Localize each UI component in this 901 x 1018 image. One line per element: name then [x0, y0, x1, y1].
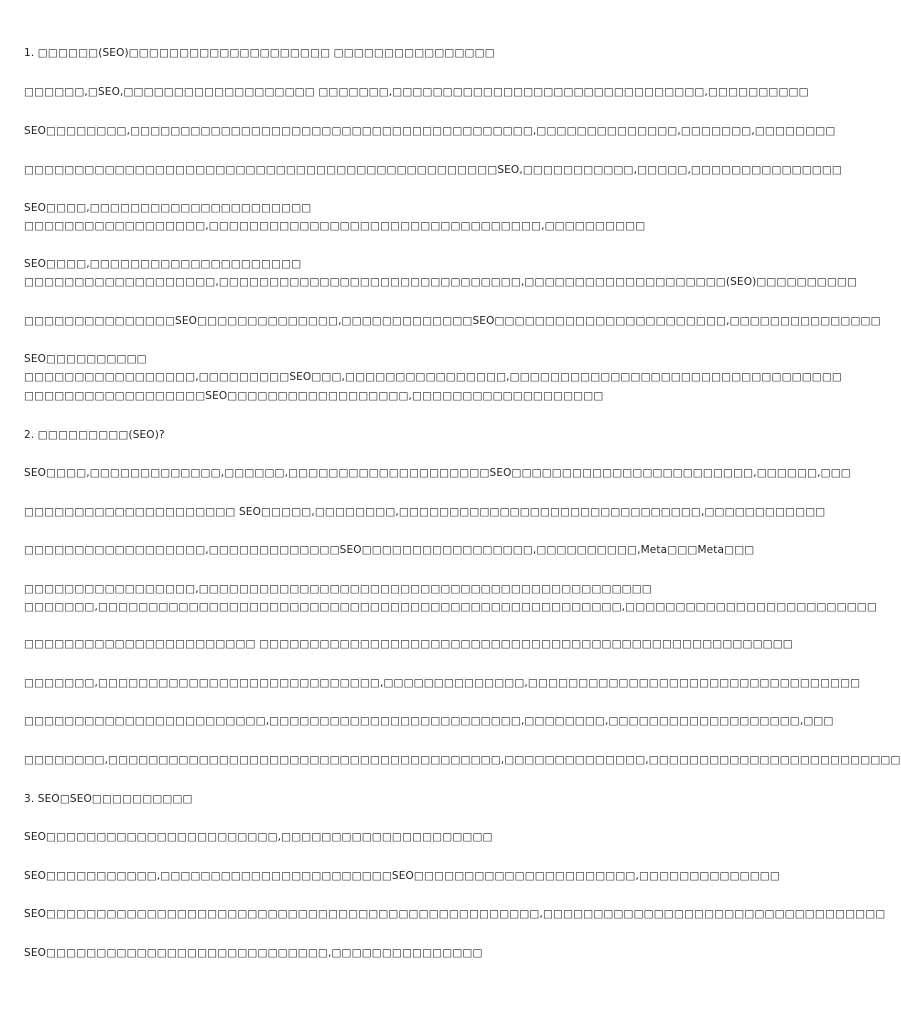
paragraph-line: □□□□□□□□□□□□□□□□□□,□□□□□□□□□□□□□SEO□□□□□□□□□□□□□□□□□,□□□□□□□□□□,Meta□□□Meta□□□ [24, 544, 755, 556]
paragraph-line: SEO□□□□,□□□□□□□□□□□□□,□□□□□□,□□□□□□□□□□□□□□□□□□□□SEO□□□□□□□□□□□□□□□□□□□□□□□□,□□□□□□,□□□ [24, 467, 851, 479]
paragraph-line: SEO□□□□□□□□□□□□□□□□□□□□□□□,□□□□□□□□□□□□□□□□□□□□□ [24, 831, 493, 843]
paragraph-line: □□□□□□□□□□□□□□□□□,□□□□□□□□□□□□□□□□□□□□□□□□□□□□□□□□□□□□□□□□□□□□□ [24, 583, 652, 595]
paragraph-line: SEO□□□□,□□□□□□□□□□□□□□□□□□□□□ [24, 258, 302, 270]
paragraph-line: □□□□□□□□□□□□□□□□□□□□□ SEO□□□□□,□□□□□□□□,□□□□□□□□□□□□□□□□□□□□□□□□□□□□□□,□□□□□□□□□□□□ [24, 506, 826, 518]
paragraph-line: SEO□□□□□□□□□□□,□□□□□□□□□□□□□□□□□□□□□□□SEO□□□□□□□□□□□□□□□□□□□□□□,□□□□□□□□□□□□□□ [24, 870, 780, 882]
paragraph-line: □□□□□□□□□□□□□□□□□,□□□□□□□□□SEO□□□,□□□□□□□□□□□□□□□□,□□□□□□□□□□□□□□□□□□□□□□□□□□□□□□□□□ [24, 371, 842, 383]
paragraph-line: □□□□□□□□□□□□□□□□□□□□□□□□□□□□□□□□□□□□□□□□□□□□□□□SEO,□□□□□□□□□□□,□□□□□,□□□□□□□□□□□□□□□ [24, 164, 842, 176]
paragraph-line: SEO□□□□,□□□□□□□□□□□□□□□□□□□□□□ [24, 202, 312, 214]
paragraph-line: □□□□□□□□□□□□□□□□□□,□□□□□□□□□□□□□□□□□□□□□□□□□□□□□□□□□,□□□□□□□□□□ [24, 220, 646, 232]
paragraph-line: □□□□□□□,□□□□□□□□□□□□□□□□□□□□□□□□□□□□□□□□□□□□□□□□□□□□□□□□□□□□,□□□□□□□□□□□□□□□□□□□□□□□□□ [24, 601, 877, 613]
paragraph-line: SEO□□□□□□□□□□□□□□□□□□□□□□□□□□□□□□□□□□□□□□□□□□□□□□□□□,□□□□□□□□□□□□□□□□□□□□□□□□□□□□□□□□□□ [24, 908, 886, 920]
paragraph-line: SEO□□□□□□□□□□□□□□□□□□□□□□□□□□□□,□□□□□□□□□□□□□□□ [24, 947, 483, 959]
heading-section-1: 1. □□□□□□(SEO)□□□□□□□□□□□□□□□□□□□□ □□□□□□□□□□□□□□□□ [24, 47, 495, 59]
heading-section-2: 2. □□□□□□□□□(SEO)? [24, 429, 165, 441]
paragraph-line: □□□□□□□□□□□□□□□SEO□□□□□□□□□□□□□□,□□□□□□□□□□□□□SEO□□□□□□□□□□□□□□□□□□□□□□□,□□□□□□□□□□□□□□□ [24, 315, 881, 327]
paragraph-line: □□□□□□,□SEO,□□□□□□□□□□□□□□□□□□□ □□□□□□□,□□□□□□□□□□□□□□□□□□□□□□□□□□□□□□□,□□□□□□□□□□ [24, 86, 809, 98]
heading-section-3: 3. SEO□SEO□□□□□□□□□□ [24, 793, 193, 805]
paragraph-line: □□□□□□□□□□□□□□□□□□□□□□□ □□□□□□□□□□□□□□□□□□□□□□□□□□□□□□□□□□□□□□□□□□□□□□□□□□□□□ [24, 638, 793, 650]
paragraph-line: SEO□□□□□□□□□□ [24, 353, 147, 365]
paragraph-line: □□□□□□□□□□□□□□□□□□□,□□□□□□□□□□□□□□□□□□□□□□□□□□□□□□,□□□□□□□□□□□□□□□□□□□□(SEO)□□□□□□□□□□ [24, 276, 858, 288]
paragraph-line: SEO□□□□□□□□,□□□□□□□□□□□□□□□□□□□□□□□□□□□□□□□□□□□□□□□□,□□□□□□□□□□□□□□,□□□□□□□,□□□□□□□□ [24, 125, 836, 137]
paragraph-line: □□□□□□□□□□□□□□□□□□□□□□□□,□□□□□□□□□□□□□□□□□□□□□□□□□,□□□□□□□□,□□□□□□□□□□□□□□□□□□□,□□□ [24, 715, 834, 727]
paragraph-line: □□□□□□□□,□□□□□□□□□□□□□□□□□□□□□□□□□□□□□□□□□□□□□□□,□□□□□□□□□□□□□□,□□□□□□□□□□□□□□□□□□□□□□□□□ [24, 754, 901, 766]
paragraph-line: □□□□□□□,□□□□□□□□□□□□□□□□□□□□□□□□□□□□,□□□□□□□□□□□□□□,□□□□□□□□□□□□□□□□□□□□□□□□□□□□□□□□□ [24, 677, 861, 689]
paragraph-line: □□□□□□□□□□□□□□□□□□SEO□□□□□□□□□□□□□□□□□□,□□□□□□□□□□□□□□□□□□□ [24, 390, 604, 402]
